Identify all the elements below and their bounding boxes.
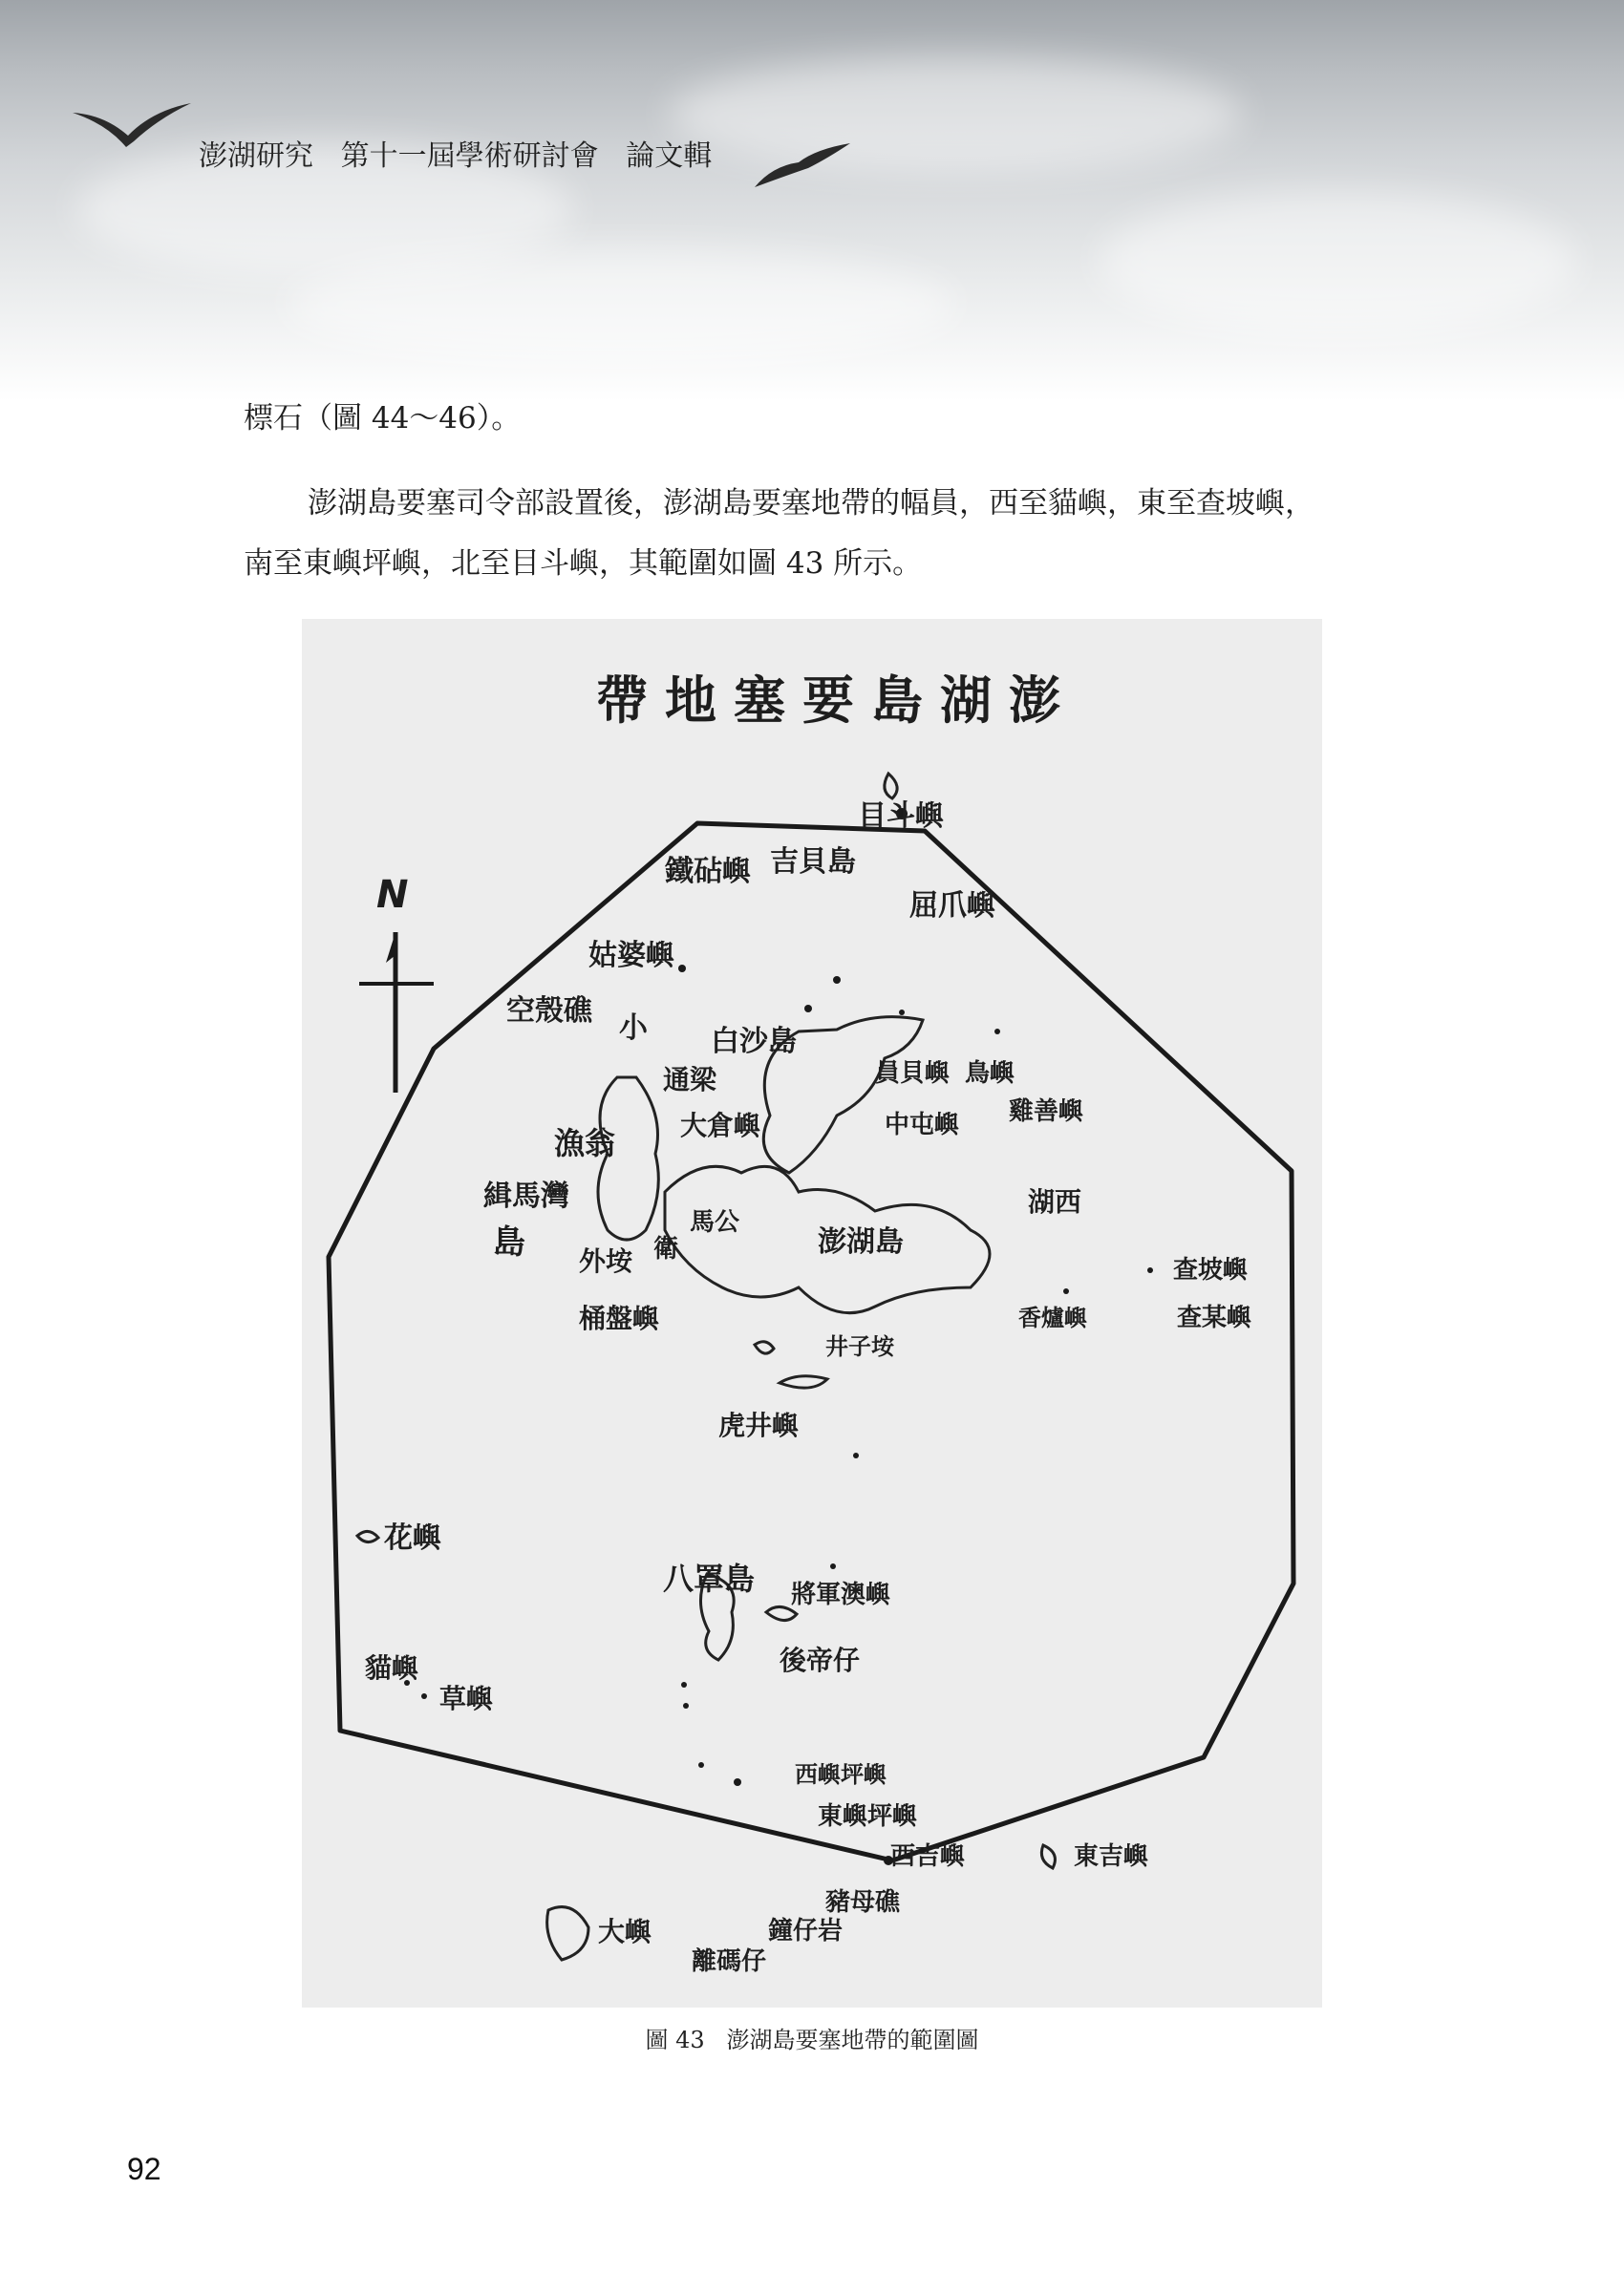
label-huxi: 湖西 xyxy=(1028,1186,1082,1218)
seagull-right-icon xyxy=(751,141,856,191)
label-tiezhen: 鐵砧嶼 xyxy=(665,855,751,888)
label-shadao: 白沙島 xyxy=(711,1025,797,1058)
label-yuanbei: 員貝嶼 xyxy=(875,1059,951,1088)
label-weitou: 衛 xyxy=(653,1235,679,1264)
header-banner xyxy=(0,0,1624,401)
fortress-zone-map xyxy=(302,619,1322,2008)
label-qugua: 屈爪嶼 xyxy=(909,889,995,923)
label-dongji: 東吉嶼 xyxy=(1074,1842,1149,1871)
label-mudou: 目斗嶼 xyxy=(858,799,944,833)
label-jishan: 雞善嶼 xyxy=(1008,1097,1083,1126)
label-chamou: 查某嶼 xyxy=(1176,1304,1251,1332)
label-yuweng: 漁翁 xyxy=(554,1125,616,1161)
label-makung: 馬公 xyxy=(690,1208,740,1237)
dayu-island xyxy=(547,1907,588,1960)
label-bazhao: 八罩島 xyxy=(663,1561,756,1597)
label-xiao: 小 xyxy=(619,1011,648,1045)
tongpan-island xyxy=(755,1342,774,1353)
jibei-island xyxy=(885,774,897,798)
paragraph-line: 澎湖島要塞司令部設置後，澎湖島要塞地帶的幅員，西至貓嶼，東至查坡嶼， xyxy=(308,486,1314,521)
page-number: 92 xyxy=(127,2152,161,2186)
label-niaoyu: 鳥嶼 xyxy=(965,1059,1015,1088)
label-waian: 外垵 xyxy=(579,1245,633,1277)
dongji-island xyxy=(1041,1845,1055,1868)
label-dayu: 大嶼 xyxy=(598,1916,652,1947)
label-xiyuping: 西嶼坪嶼 xyxy=(795,1761,887,1788)
label-anzi: 井子垵 xyxy=(825,1333,894,1360)
label-maoyu: 貓嶼 xyxy=(364,1652,418,1684)
hujing-island xyxy=(780,1376,827,1388)
figure-caption: 圖 43 澎湖島要塞地帶的範圍圖 xyxy=(645,2027,979,2053)
label-dongyuping: 東嶼坪嶼 xyxy=(817,1802,917,1831)
label-lizai: 離碼仔 xyxy=(692,1947,767,1976)
body-line: 標石（圖 44～46）。 xyxy=(244,401,522,436)
label-chapo: 查坡嶼 xyxy=(1172,1256,1248,1285)
map-figure xyxy=(302,619,1322,2008)
label-xianglu: 香爐嶼 xyxy=(1018,1305,1087,1331)
label-huayu: 花嶼 xyxy=(384,1521,441,1555)
label-zhongzi: 鐘仔岩 xyxy=(768,1917,844,1945)
map-title: 澎湖島要塞地帶 xyxy=(596,670,1078,731)
label-caoyu: 草嶼 xyxy=(439,1683,494,1714)
label-penghu: 澎湖島 xyxy=(818,1225,904,1259)
label-dao-yuweng: 島 xyxy=(493,1223,525,1262)
label-zhumu: 豬母礁 xyxy=(825,1888,901,1917)
label-gulibao: 姑婆嶼 xyxy=(588,939,674,972)
label-dacang: 大倉嶼 xyxy=(680,1110,761,1141)
label-kongke: 空殼礁 xyxy=(506,994,592,1028)
paragraph-line: 南至東嶼坪嶼，北至目斗嶼，其範圍如圖 43 所示。 xyxy=(244,546,923,581)
label-jibei: 吉貝島 xyxy=(770,845,856,879)
label-maanwan: 緝馬灣 xyxy=(483,1180,569,1213)
huayu-island xyxy=(357,1531,378,1541)
label-xiji: 西吉嶼 xyxy=(889,1842,965,1871)
label-houchai: 後帝仔 xyxy=(780,1645,861,1676)
label-hujing: 虎井嶼 xyxy=(718,1410,800,1441)
label-zhongtun: 中屯嶼 xyxy=(885,1111,960,1139)
seagull-left-icon xyxy=(71,99,195,157)
label-tongpan: 桶盤嶼 xyxy=(579,1303,660,1334)
label-jiangjun: 將軍澳嶼 xyxy=(790,1581,890,1609)
label-tongliang: 通梁 xyxy=(663,1064,717,1095)
running-header: 澎湖研究 第十一屆學術研討會 論文輯 xyxy=(199,139,713,173)
north-label: N xyxy=(376,873,409,917)
